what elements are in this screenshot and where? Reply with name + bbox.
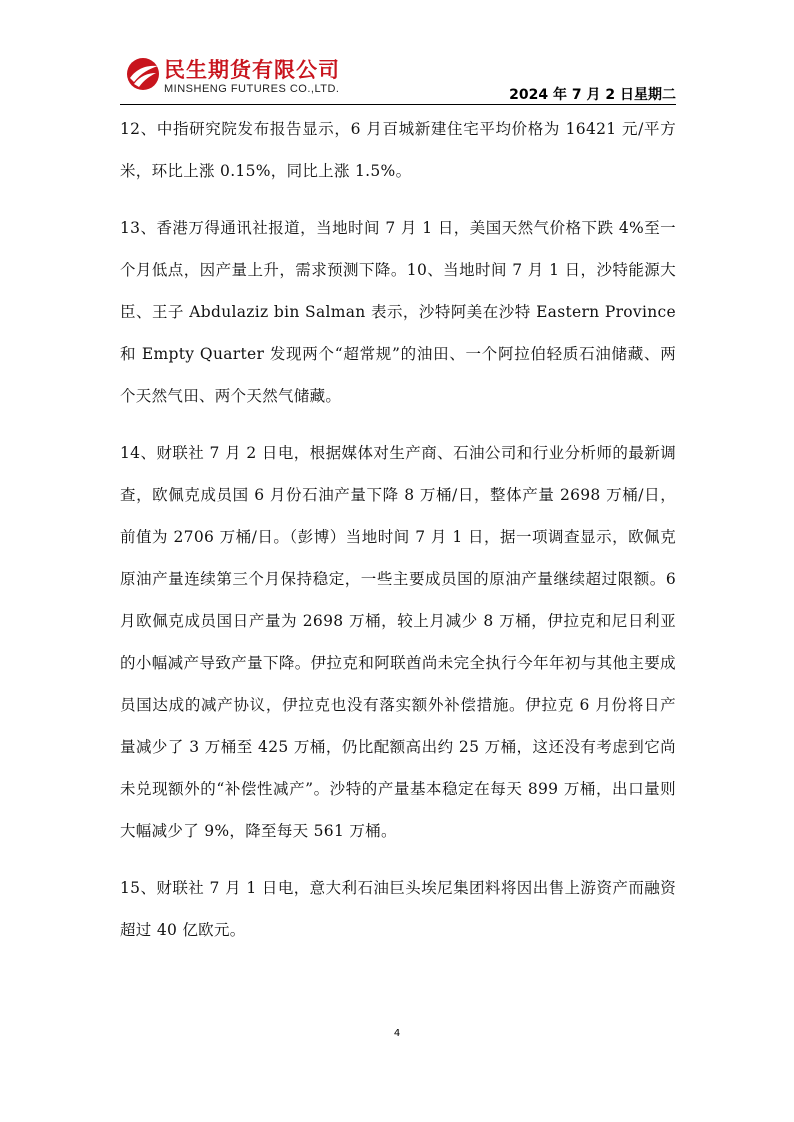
report-date: 2024 年 7 月 2 日星期二 <box>509 87 676 103</box>
page-number: 4 <box>393 1028 401 1039</box>
company-name-cn: 民生期货有限公司 <box>164 58 340 82</box>
news-item-14: 14、财联社 7 月 2 日电，根据媒体对生产商、石油公司和行业分析师的最新调查，欧佩克成员国 6 月份石油产量下降 8 万桶/日，整体产量 2698 万桶/日，前值为 2706 万桶/日。（彭博）当地时间 7 月 1 日，据一项调查显示，欧佩克原油产量连续第三个月保持稳定，一些主要成员国的原油产量继续超过限额。6 月欧佩克成员国日产量为 2698 万桶，较上月减少 8 万桶，伊拉克和尼日利亚的小幅减产导致产量下降。伊拉克和阿联酋尚未完全执行今年年初与其他主要成员国达成的减产协议，伊拉克也没有落实额外补偿措施。伊拉克 6 月份将日产量减少了 3 万桶至 425 万桶，仍比配额高出约 25 万桶，这还没有考虑到它尚未兑现额外的“补偿性减产”。沙特的产量基本稳定在每天 899 万桶，出口量则大幅减少了 9%，降至每天 561 万桶。 <box>120 444 676 840</box>
news-item-15: 15、财联社 7 月 1 日电，意大利石油巨头埃尼集团料将因出售上游资产而融资超过 40 亿欧元。 <box>120 879 676 939</box>
news-item-13: 13、香港万得通讯社报道，当地时间 7 月 1 日，美国天然气价格下跌 4%至一个月低点，因产量上升，需求预测下降。10、当地时间 7 月 1 日，沙特能源大臣、王子 Abdulaziz bin Salman 表示，沙特阿美在沙特 Eastern Province 和 Empty Quarter 发现两个“超常规”的油田、一个阿拉伯轻质石油储藏、两个天然气田、两个天然气储藏。 <box>120 219 676 405</box>
company-name-en: MINSHENG FUTURES CO.,LTD. <box>164 83 340 95</box>
document-body <box>120 108 676 966</box>
page-header <box>120 50 676 106</box>
minsheng-logo-icon <box>125 56 161 92</box>
header-divider <box>120 104 676 105</box>
news-item-12: 12、中指研究院发布报告显示，6 月百城新建住宅平均价格为 16421 元/平方米，环比上涨 0.15%，同比上涨 1.5%。 <box>120 120 676 180</box>
